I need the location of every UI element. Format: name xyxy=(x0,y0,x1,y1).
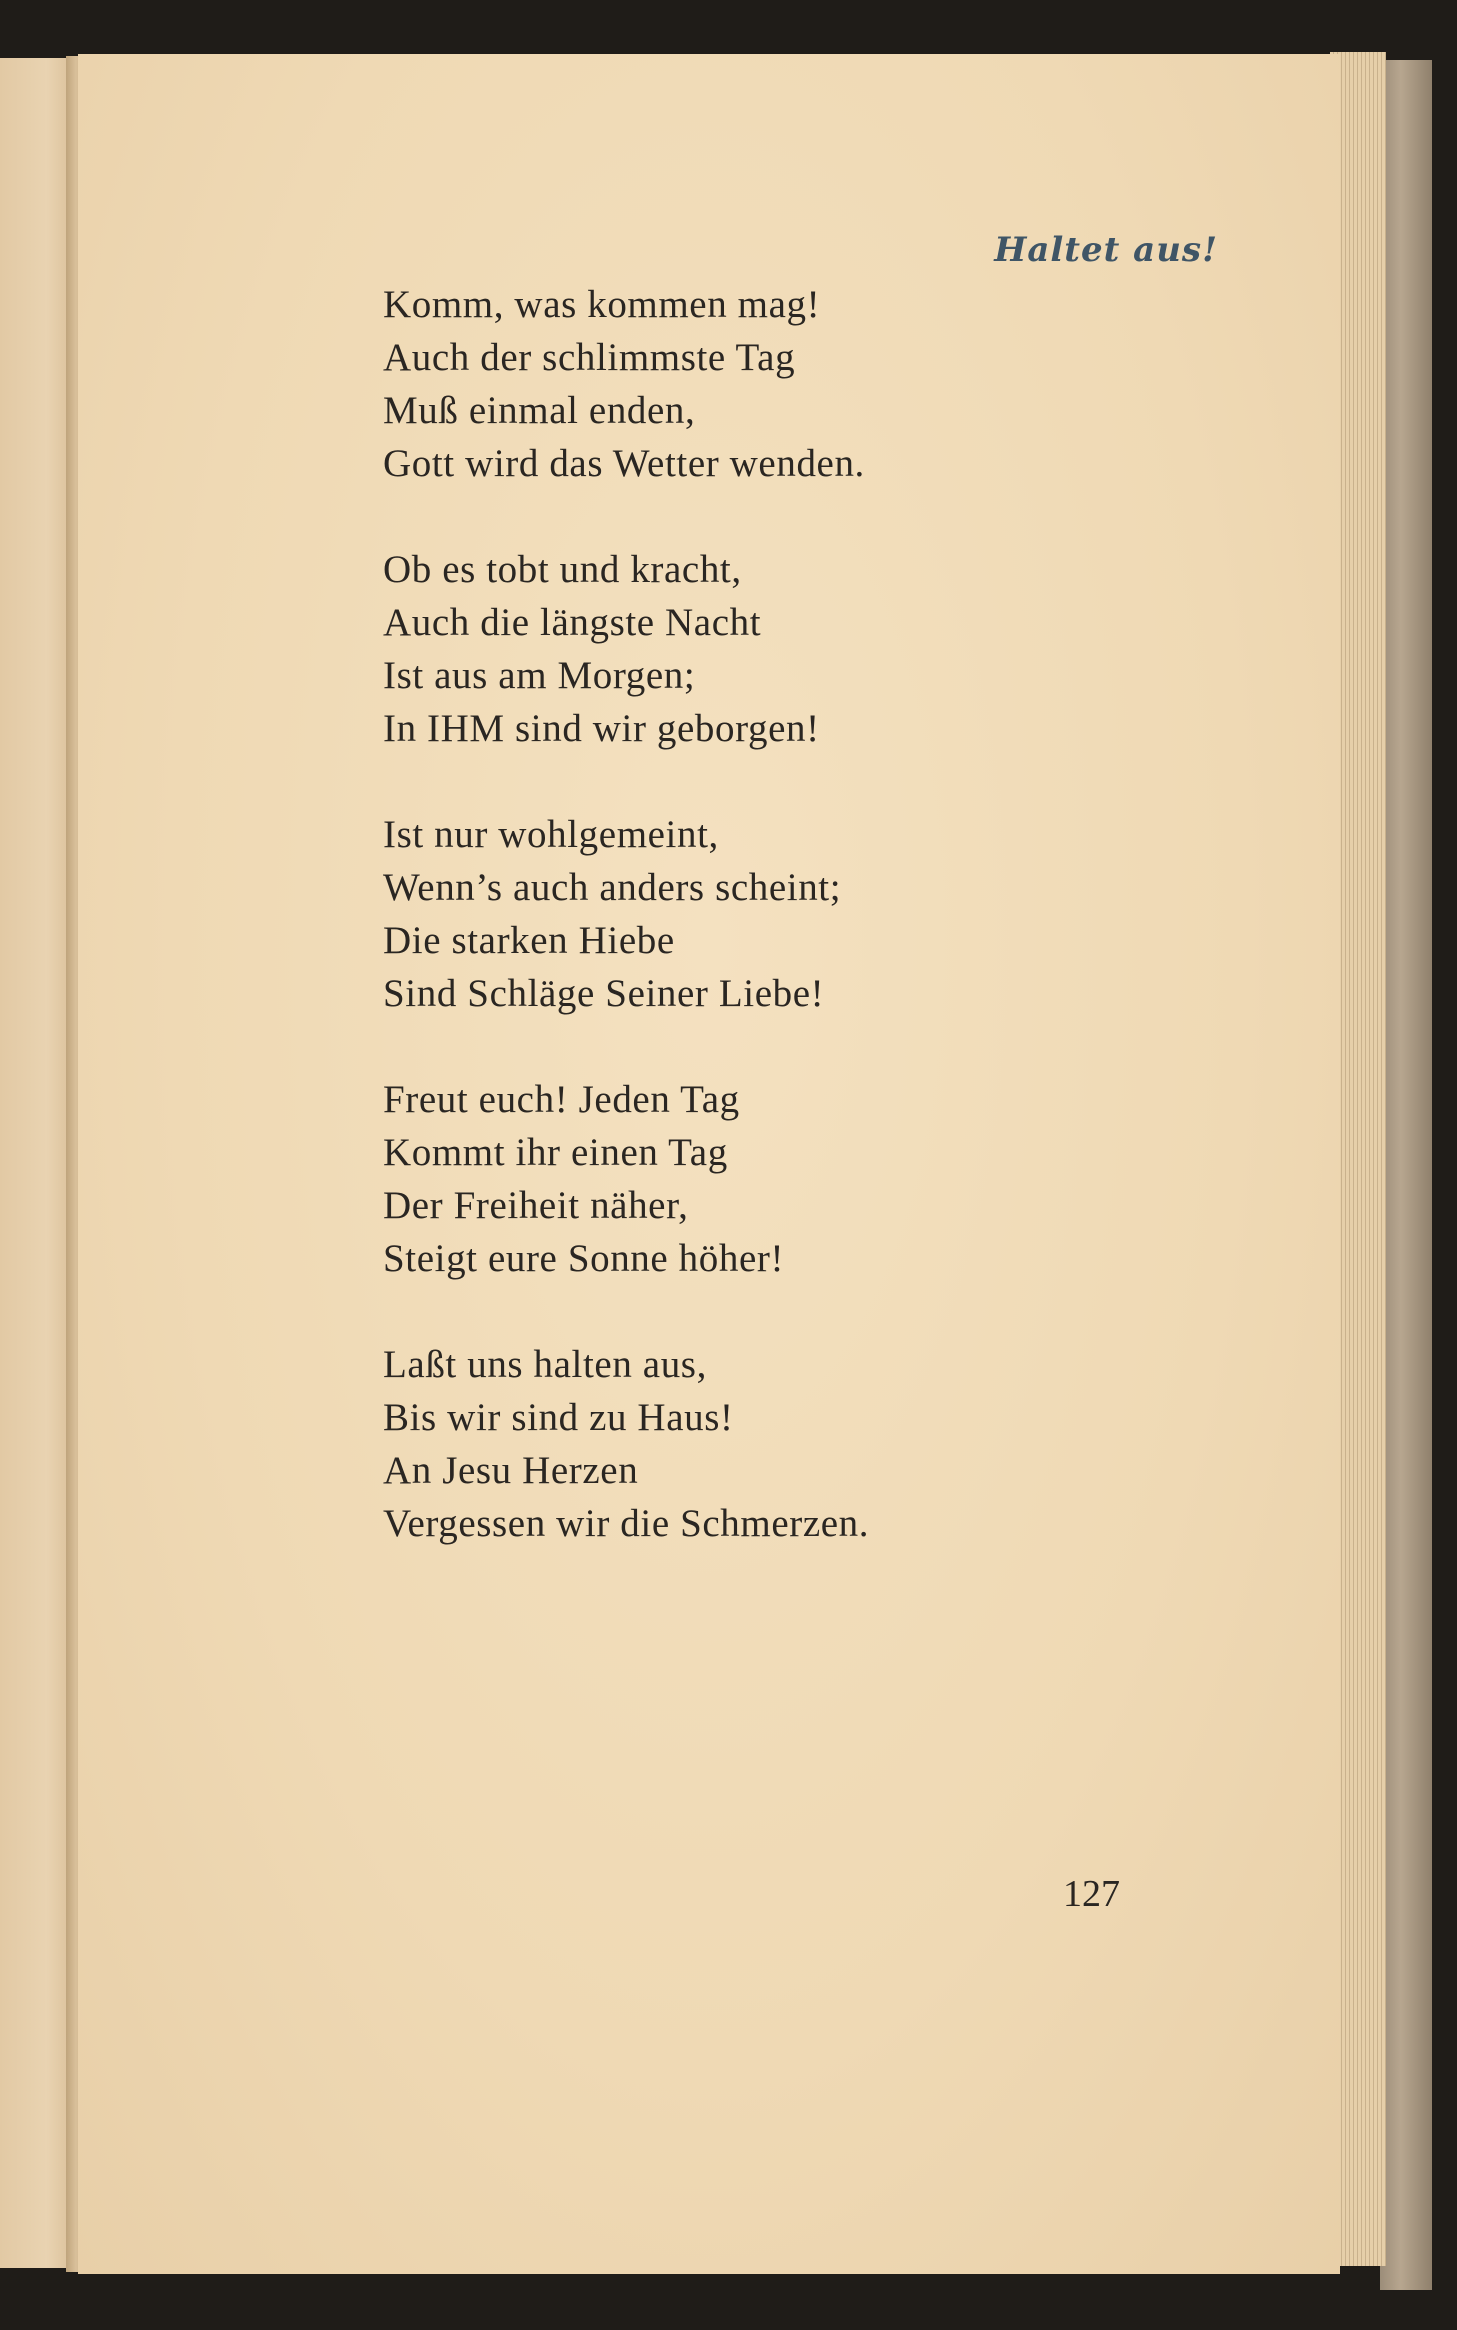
poem-line: Gott wird das Wetter wenden. xyxy=(383,442,865,485)
poem-line: Ist nur wohlgemeint, xyxy=(383,813,719,856)
poem-line: An Jesu Herzen xyxy=(383,1449,639,1492)
poem-line: Steigt eure Sonne höher! xyxy=(383,1237,785,1280)
poem-line: In IHM sind wir geborgen! xyxy=(383,707,820,750)
poem-line: Muß einmal enden, xyxy=(383,389,696,432)
poem-line: Auch der schlimmste Tag xyxy=(383,336,796,379)
poem-line: Laßt uns halten aus, xyxy=(383,1343,707,1386)
poem-line: Vergessen wir die Schmerzen. xyxy=(383,1502,870,1545)
page-number: 127 xyxy=(1063,1873,1120,1915)
poem-line: Kommt ihr einen Tag xyxy=(383,1131,728,1174)
poem-line: Ist aus am Morgen; xyxy=(383,654,696,697)
stanza xyxy=(383,808,1233,1020)
poem-line: Auch die längste Nacht xyxy=(383,601,762,644)
poem-line: Die starken Hiebe xyxy=(383,919,675,962)
book-cover-edge xyxy=(1380,60,1432,2290)
poem-line: Wenn’s auch anders scheint; xyxy=(383,866,842,909)
stanza xyxy=(383,543,1233,755)
poem-line: Bis wir sind zu Haus! xyxy=(383,1396,734,1439)
poem xyxy=(383,278,1233,1603)
stanza xyxy=(383,1338,1233,1550)
poem-line: Komm, was kommen mag! xyxy=(383,283,821,326)
poem-line: Ob es tobt und kracht, xyxy=(383,548,742,591)
stanza xyxy=(383,1073,1233,1285)
poem-line: Sind Schläge Seiner Liebe! xyxy=(383,972,825,1015)
poem-line: Freut euch! Jeden Tag xyxy=(383,1078,740,1121)
running-head: Haltet aus! xyxy=(994,230,1218,270)
poem-line: Der Freiheit näher, xyxy=(383,1184,689,1227)
stanza xyxy=(383,278,1233,490)
